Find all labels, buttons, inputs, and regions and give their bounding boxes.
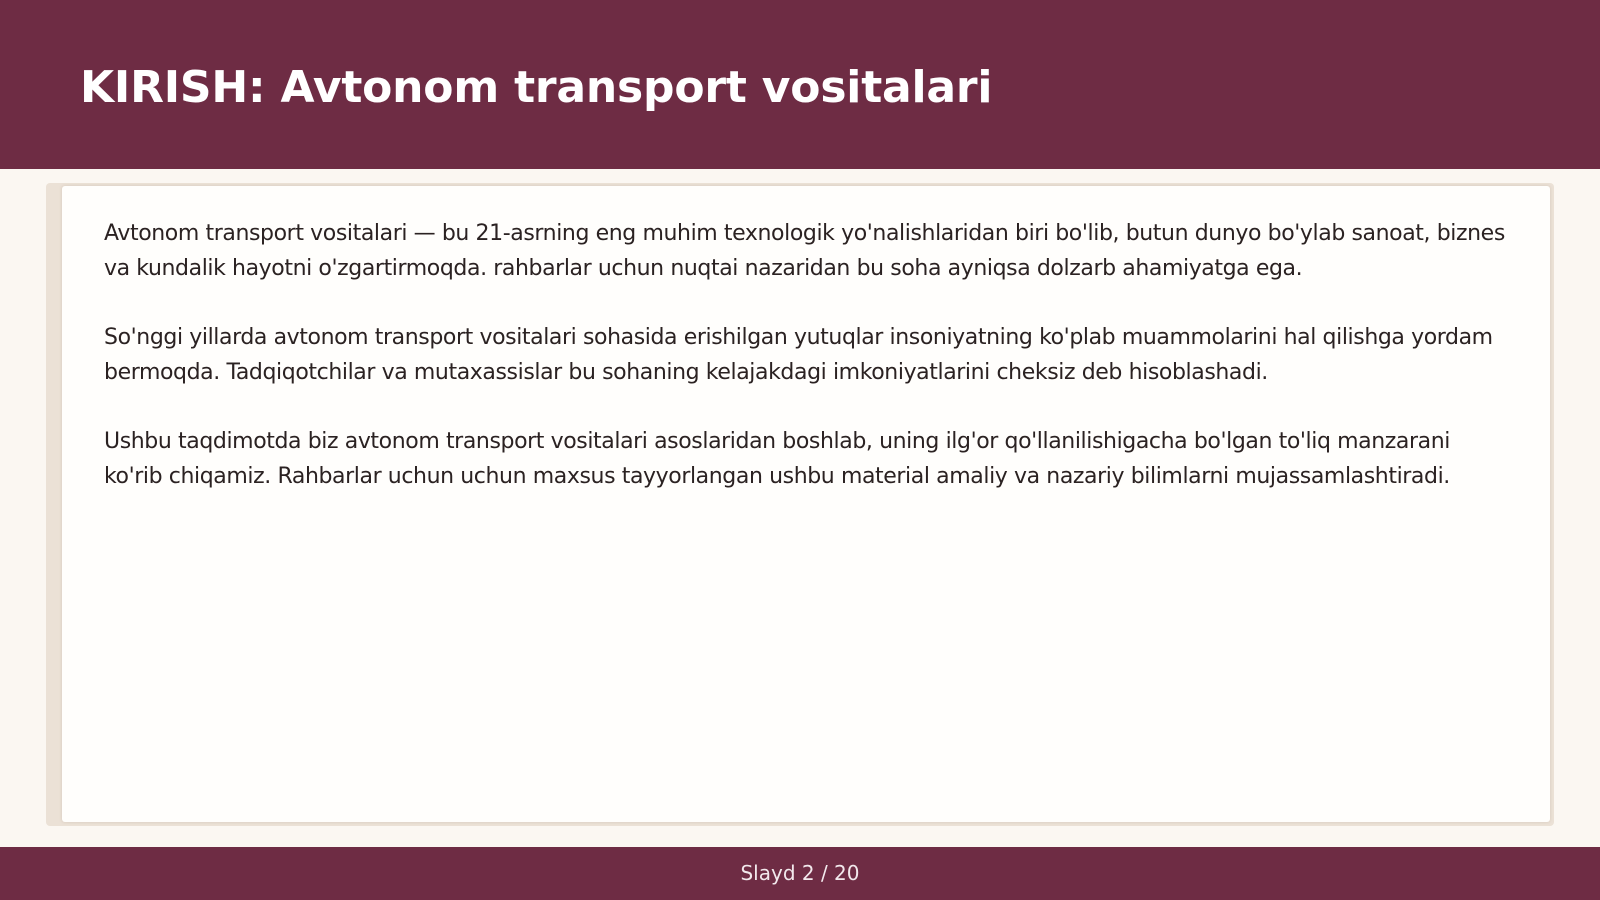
content-card bbox=[62, 186, 1550, 822]
slide-footer bbox=[0, 847, 1600, 900]
slide-body bbox=[104, 216, 1514, 528]
body-paragraph-1: Avtonom transport vositalari — bu 21-asrning eng muhim texnologik yo'nalishlaridan biri bo'lib, butun dunyo bo'ylab sanoat, biznes va kundalik hayotni o'zgartirmoqda. rahbarlar uchun nuqtai nazaridan bu soha ayniqsa dolzarb ahamiyatga ega. bbox=[104, 221, 1505, 281]
slide-counter: Slayd 2 / 20 bbox=[740, 861, 860, 885]
slide-title: KIRISH: Avtonom transport vositalari bbox=[80, 62, 993, 113]
slide-header bbox=[0, 0, 1600, 169]
body-paragraph-3: Ushbu taqdimotda biz avtonom transport vositalari asoslaridan boshlab, uning ilg'or qo'llanilishigacha bo'lgan to'liq manzarani ko'rib chiqamiz. Rahbarlar uchun uchun maxsus tayyorlangan ushbu material amaliy va nazariy bilimlarni mujassamlashtiradi. bbox=[104, 429, 1450, 489]
body-paragraph-2: So'nggi yillarda avtonom transport vositalari sohasida erishilgan yutuqlar insoniyatning ko'plab muammolarini hal qilishga yordam bermoqda. Tadqiqotchilar va mutaxassislar bu sohaning kelajakdagi imkoniyatlarini cheksiz deb hisoblashadi. bbox=[104, 325, 1493, 385]
